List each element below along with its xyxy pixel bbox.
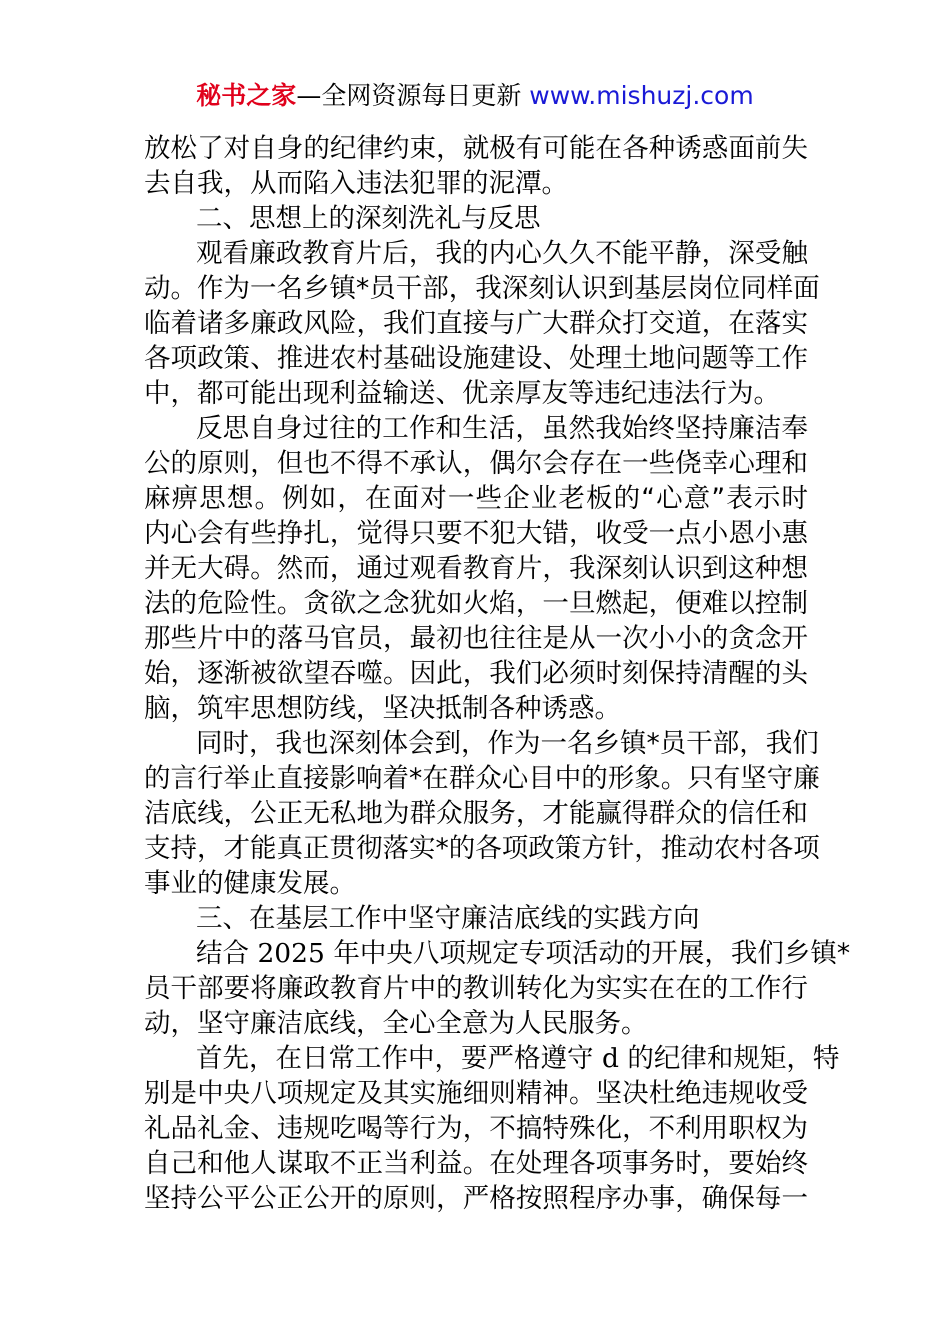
site-url-link[interactable]: www.mishuzj.com — [529, 81, 754, 110]
text-line: 内心会有些挣扎，觉得只要不犯大错，收受一点小恩小惠 — [144, 518, 808, 549]
site-tagline: —全网资源每日更新 — [296, 81, 530, 110]
text-line: 首先，在日常工作中，要严格遵守 d 的纪律和规矩，特 — [196, 1043, 840, 1074]
text-line: 反思自身过往的工作和生活，虽然我始终坚持廉洁奉 — [196, 413, 808, 444]
text-line: 自己和他人谋取不正当利益。在处理各项事务时，要始终 — [144, 1148, 808, 1179]
text-line: 放松了对自身的纪律约束，就极有可能在各种诱惑面前失 — [144, 133, 808, 164]
text-line: 公的原则，但也不得不承认，偶尔会存在一些侥幸心理和 — [144, 448, 808, 479]
text-line: 三、在基层工作中坚守廉洁底线的实践方向 — [196, 903, 700, 934]
text-line: 中，都可能出现利益输送、优亲厚友等违纪违法行为。 — [144, 378, 780, 409]
text-line: 同时，我也深刻体会到，作为一名乡镇*员干部，我们 — [196, 728, 819, 759]
text-line: 动，坚守廉洁底线，全心全意为人民服务。 — [144, 1008, 648, 1039]
text-line: 麻痹思想。例如，在面对一些企业老板的“心意”表示时 — [144, 483, 808, 514]
text-line: 那些片中的落马官员，最初也往往是从一次小小的贪念开 — [144, 623, 808, 654]
text-line: 并无大碍。然而，通过观看教育片，我深刻认识到这种想 — [144, 553, 808, 584]
text-line: 始，逐渐被欲望吞噬。因此，我们必须时刻保持清醒的头 — [144, 658, 808, 689]
text-line: 别是中央八项规定及其实施细则精神。坚决杜绝违规收受 — [144, 1078, 808, 1109]
site-banner — [0, 80, 950, 112]
text-line: 结合 2025 年中央八项规定专项活动的开展，我们乡镇* — [196, 938, 851, 969]
text-line: 事业的健康发展。 — [144, 868, 356, 899]
text-line: 二、思想上的深刻洗礼与反思 — [196, 203, 541, 234]
document-body — [144, 131, 851, 1216]
text-line: 的言行举止直接影响着*在群众心目中的形象。只有坚守廉 — [144, 763, 820, 794]
text-line: 观看廉政教育片后，我的内心久久不能平静，深受触 — [196, 238, 808, 269]
text-line: 脑，筑牢思想防线，坚决抵制各种诱惑。 — [144, 693, 621, 724]
site-brand-name: 秘书之家 — [196, 81, 297, 110]
text-line: 支持，才能真正贯彻落实*的各项政策方针，推动农村各项 — [144, 833, 820, 864]
text-line: 洁底线，公正无私地为群众服务，才能赢得群众的信任和 — [144, 798, 808, 829]
text-line: 临着诸多廉政风险，我们直接与广大群众打交道，在落实 — [144, 308, 808, 339]
text-line: 动。作为一名乡镇*员干部，我深刻认识到基层岗位同样面 — [144, 273, 820, 304]
text-line: 各项政策、推进农村基础设施建设、处理土地问题等工作 — [144, 343, 808, 374]
text-line: 礼品礼金、违规吃喝等行为，不搞特殊化，不利用职权为 — [144, 1113, 808, 1144]
text-line: 去自我，从而陷入违法犯罪的泥潭。 — [144, 168, 568, 199]
text-line: 法的危险性。贪欲之念犹如火焰，一旦燃起，便难以控制 — [144, 588, 808, 619]
text-line: 坚持公平公正公开的原则，严格按照程序办事，确保每一 — [144, 1183, 808, 1214]
text-line: 员干部要将廉政教育片中的教训转化为实实在在的工作行 — [144, 973, 808, 1004]
